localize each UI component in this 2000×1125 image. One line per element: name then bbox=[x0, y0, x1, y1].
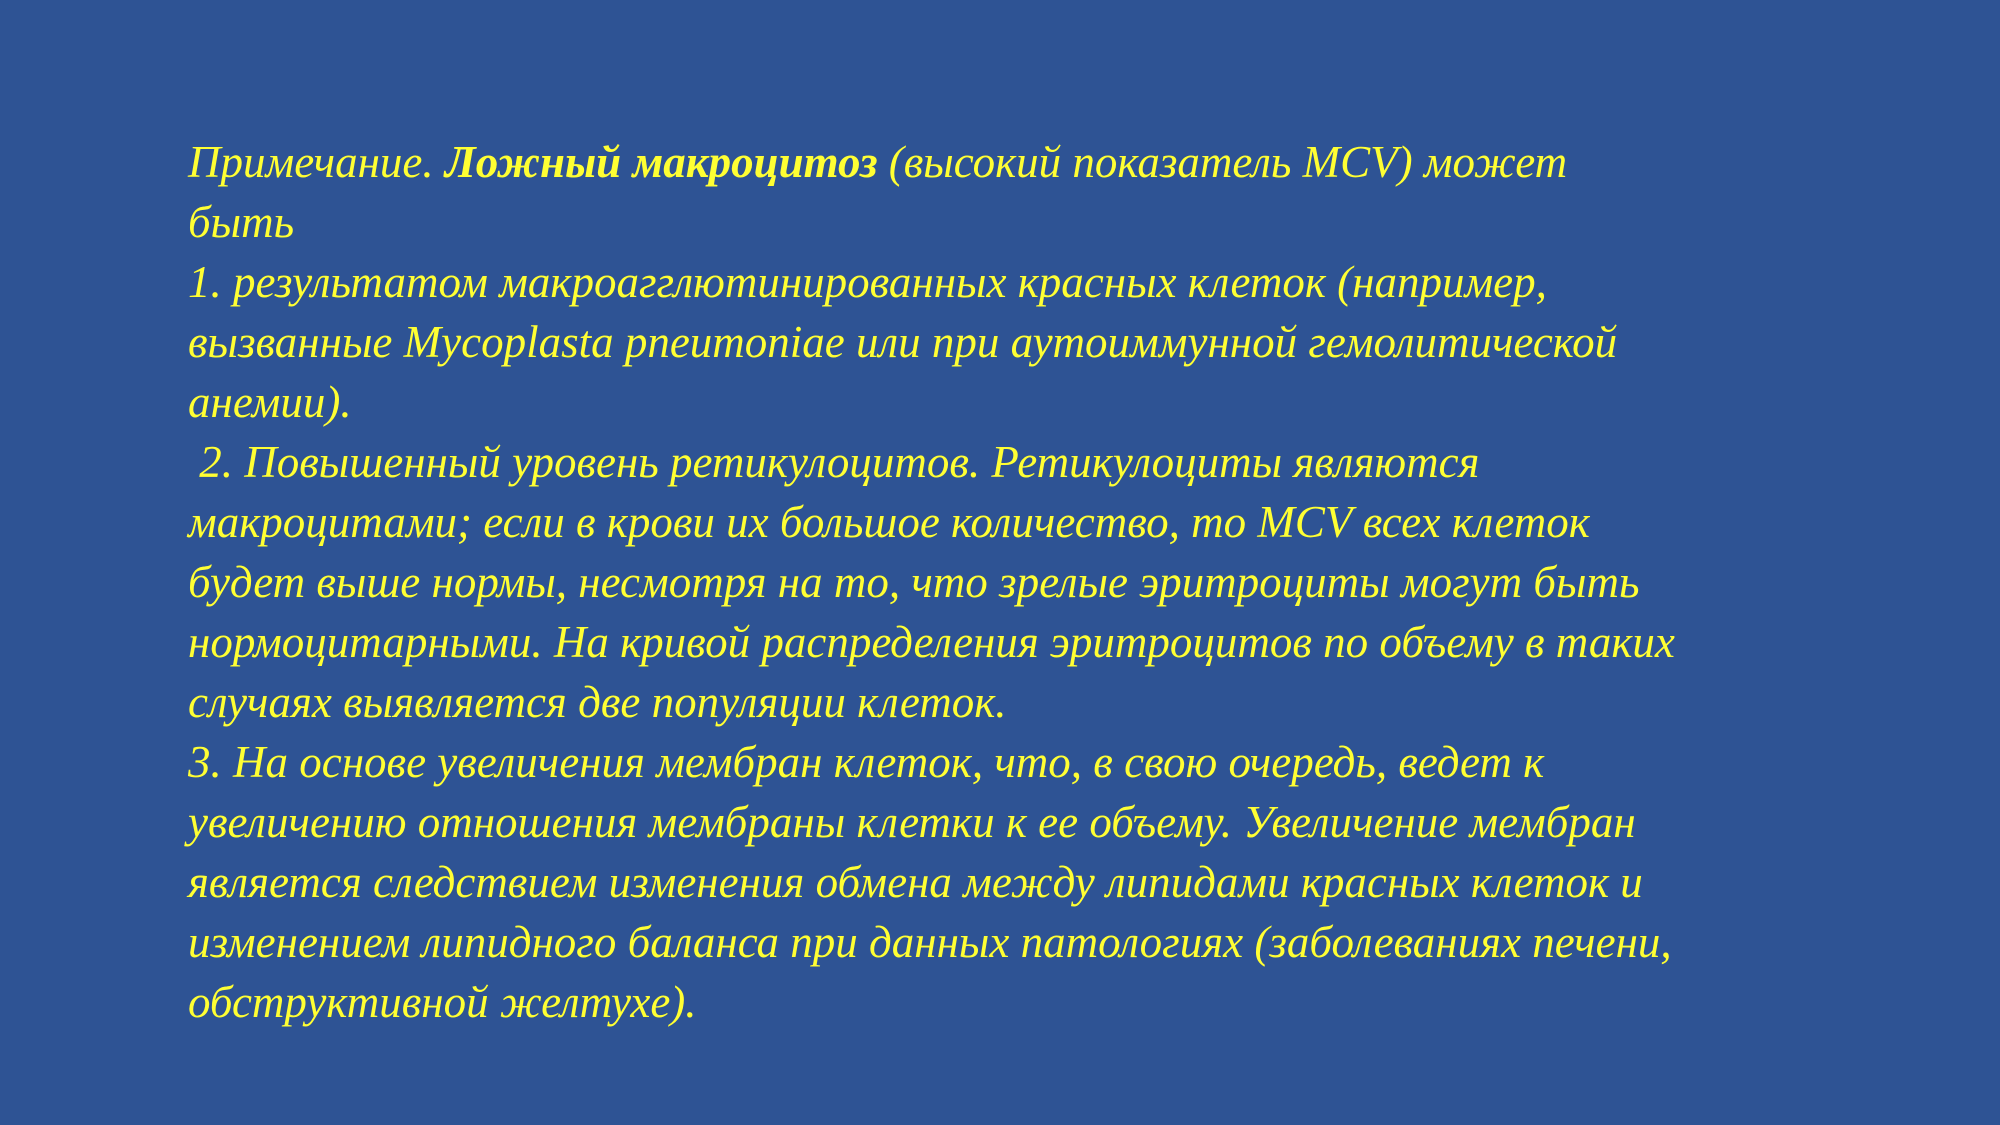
item-2-line-4: нормоцитарными. На кривой распределения эритроцитов по объему в таких bbox=[188, 617, 1675, 667]
item-2-line-5: случаях выявляется две популяции клеток. bbox=[188, 677, 1007, 727]
item-3-line-4: изменением липидного баланса при данных патологиях (заболеваниях печени, bbox=[188, 917, 1672, 967]
item-3-line-3: является следствием изменения обмена между липидами красных клеток и bbox=[188, 857, 1643, 907]
item-2-line-2: макроцитами; если в крови их большое количество, то MCV всех клеток bbox=[188, 497, 1590, 547]
item-3-line-1: 3. На основе увеличения мембран клеток, что, в свою очередь, ведет к bbox=[188, 737, 1545, 787]
item-2-line-3: будет выше нормы, несмотря на то, что зрелые эритроциты могут быть bbox=[188, 557, 1640, 607]
item-3-line-2: увеличению отношения мембраны клетки к ее объему. Увеличение мембран bbox=[188, 797, 1636, 847]
item-1-line-3: анемии). bbox=[188, 377, 352, 427]
note-line-2: быть bbox=[188, 197, 295, 247]
item-1-line-1: 1. результатом макроагглютинированных красных клеток (например, bbox=[188, 257, 1547, 307]
note-label: Примечание. bbox=[188, 137, 445, 187]
note-text-block bbox=[188, 132, 1888, 1032]
item-3-line-5: обструктивной желтухе). bbox=[188, 977, 697, 1027]
note-line-1-rest: (высокий показатель MCV) может bbox=[877, 137, 1568, 187]
note-term-bold: Ложный макроцитоз bbox=[444, 137, 878, 187]
item-1-line-2: вызванные Mycoplasta pneumoniae или при аутоиммунной гемолитической bbox=[188, 317, 1618, 367]
note-line-1 bbox=[188, 132, 1888, 192]
item-2-line-1: 2. Повышенный уровень ретикулоцитов. Ретикулоциты являются bbox=[188, 437, 1480, 487]
